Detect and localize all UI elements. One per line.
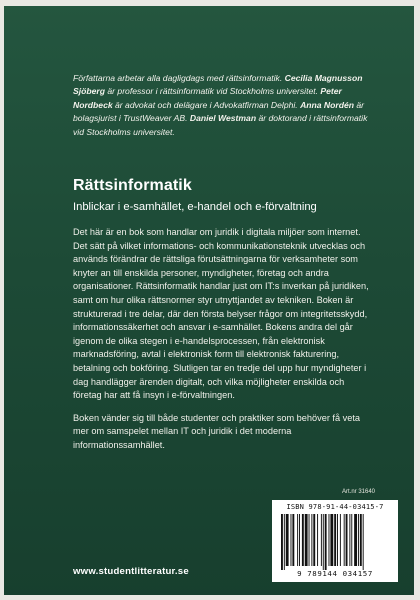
isbn-barcode <box>272 500 398 582</box>
author-name: Cecilia Magnusson Sjöberg <box>73 73 363 97</box>
author-intro: Författarna arbetar alla dagligdags med rättsinformatik. <box>73 73 283 83</box>
description-paragraph: Boken vänder sig till både studenter och praktiker som behöver få veta mer om samspelet mellan IT och juridik i det moderna informationssamhället. <box>73 412 361 450</box>
paper-edge-left <box>0 0 4 600</box>
description-paragraph: Det här är en bok som handlar om juridik i digitala miljöer som internet. Det sätt på vilket informations- och kommunikationsteknik utvecklas och används förändrar de rättsliga förutsättningarna för verksamheter som knyter an till enskilda personer, myndigheter, företag och andra organisationer. Rättsinformatik handlar just om IT:s inverkan på juridiken, samt om hur olika rättsnormer styr utnyttjandet av tekniken. Boken är strukturerad i tre delar, där den första belyser frågor om integritetsskydd, informationssäkerhet och ansvar i e-samhället. Bokens andra del går igenom de olika stegen i e-handelsprocessen, från elektronisk marknadsföring, avtal i elektronisk form till elektronisk fakturering, betalning och bokföring. Slutligen tar en tredje del upp hur myndigheter i dag handlägger ärenden digitalt, och vilka möjligheter enskilda och företag har att få insyn i e-förvaltningen. <box>73 227 369 401</box>
author-name: Daniel Westman <box>189 113 257 124</box>
paper-edge-bottom <box>0 595 420 600</box>
publisher-website: www.studentlitteratur.se <box>73 566 189 577</box>
book-description <box>73 226 371 462</box>
author-name: Anna Nordén <box>300 99 355 110</box>
author-role: är bolagsjurist i TrustWeaver AB. <box>73 99 365 124</box>
isbn-label: ISBN 978-91-44-03415-7 <box>286 503 384 511</box>
book-subtitle: Inblickar i e-samhället, e-handel och e-förvaltning <box>73 201 317 213</box>
author-role: är advokat och delägare i Advokatfirman Delphi. <box>115 99 298 110</box>
book-title: Rättsinformatik <box>73 177 192 194</box>
ean-digits: 9 789144 034157 <box>297 569 373 578</box>
author-role: är professor i rättsinformatik vid Stockholms universitet. <box>107 86 319 97</box>
paper-edge-right <box>414 0 420 600</box>
article-number: Art.nr 31640 <box>342 489 376 495</box>
barcode-bars-icon <box>279 514 391 570</box>
author-name: Peter Nordbeck <box>73 86 342 110</box>
author-role: är doktorand i rättsinformatik vid Stockholms universitet. <box>73 113 368 137</box>
author-bios <box>73 72 373 139</box>
paper-edge-top <box>0 0 420 6</box>
